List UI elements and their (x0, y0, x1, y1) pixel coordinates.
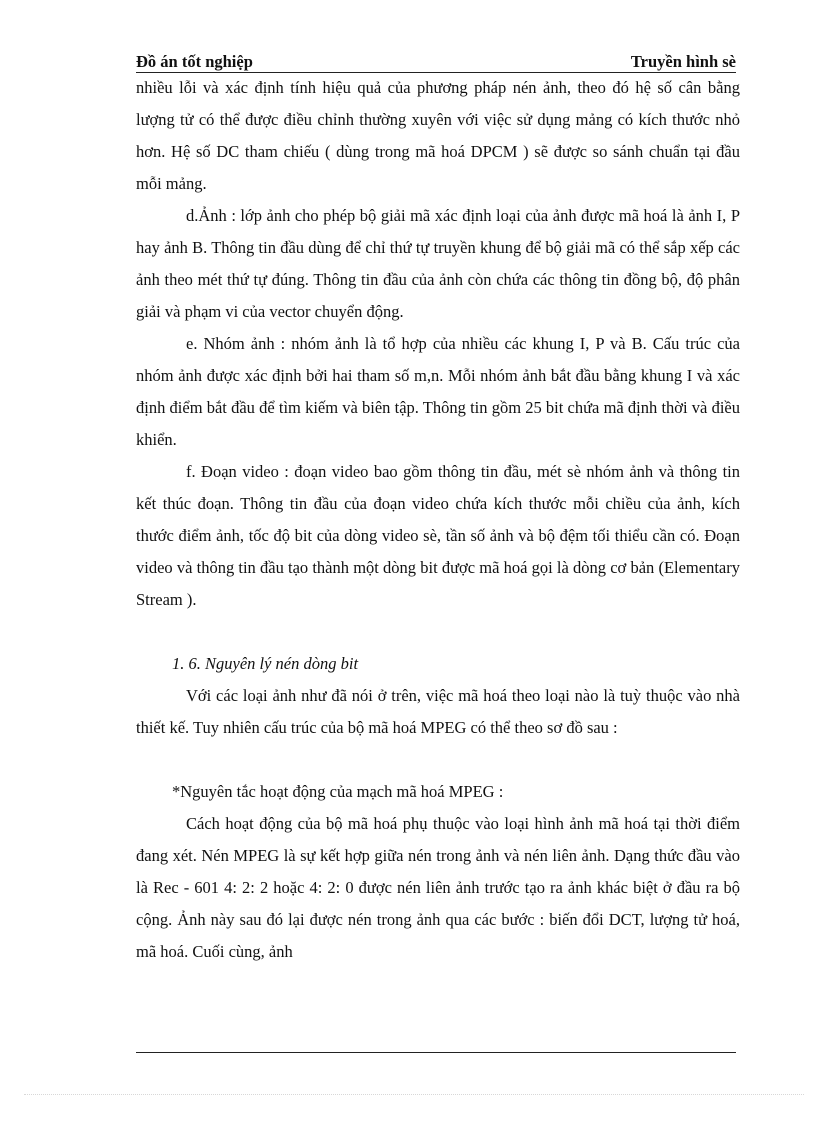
paragraph-video-sequence: f. Đoạn video : đoạn video bao gồm thông tin đầu, mét sè nhóm ảnh và thông tin kết thúc đoạn. Thông tin đầu của đoạn video chứa kích thước mỗi chiều của ảnh, kích thước điểm ảnh, tốc độ bit của dòng video sè, tần số ảnh và bộ đệm tối thiểu cần có. Đoạn video và thông tin đầu tạo thành một dòng bit được mã hoá gọi là dòng cơ bản (Elementary Stream ). (136, 462, 740, 609)
paragraph-group-of-pictures: e. Nhóm ảnh : nhóm ảnh là tổ hợp của nhiều các khung I, P và B. Cấu trúc của nhóm ảnh được xác định bởi hai tham số m,n. Mỗi nhóm ảnh bắt đầu bằng khung I và xác định điểm bắt đầu để tìm kiếm và biên tập. Thông tin gồm 25 bit chứa mã định thời và điều khiển. (136, 334, 740, 449)
paragraph-intro: Với các loại ảnh như đã nói ở trên, việc mã hoá theo loại nào là tuỳ thuộc vào nhà thiết kế. Tuy nhiên cấu trúc của bộ mã hoá MPEG có thể theo sơ đồ sau : (136, 686, 740, 737)
paragraph-principle-heading: *Nguyên tắc hoạt động của mạch mã hoá MPEG : (172, 782, 504, 801)
paragraph-principle-body: Cách hoạt động của bộ mã hoá phụ thuộc vào loại hình ảnh mã hoá tại thời điểm đang xét. Nén MPEG là sự kết hợp giữa nén trong ảnh và nén liên ảnh. Dạng thức đầu vào là Rec - 601 4: 2: 2 hoặc 4: 2: 0 được nén liên ảnh trước tạo ra ảnh khác biệt ở đầu ra bộ cộng. Ảnh này sau đó lại được nén trong ảnh qua các bước : biến đổi DCT, lượng tử hoá, mã hoá. Cuối cùng, ảnh (136, 814, 740, 961)
page-body (136, 72, 740, 968)
paragraph-continuation: nhiều lỗi và xác định tính hiệu quả của phương pháp nén ảnh, theo đó hệ số cân bằng lượng tử có thể được điều chỉnh thường xuyên với việc sử dụng mảng có kích thước nhỏ hơn. Hệ số DC tham chiếu ( dùng trong mã hoá DPCM ) sẽ được so sánh chuẩn tại đầu mỗi mảng. (136, 78, 740, 193)
paragraph-picture-layer: d.Ảnh : lớp ảnh cho phép bộ giải mã xác định loại của ảnh được mã hoá là ảnh I, P hay ảnh B. Thông tin đầu dùng để chỉ thứ tự truyền khung để bộ giải mã có thể sắp xếp các ảnh theo mét thứ tự đúng. Thông tin đầu của ảnh còn chứa các thông tin đồng bộ, độ phân giải và phạm vi của vector chuyển động. (136, 206, 740, 321)
page-edge-line (24, 1094, 804, 1095)
header-document-title: Truyền hình sè (630, 52, 736, 71)
footer-divider (136, 1052, 736, 1053)
section-heading: 1. 6. Nguyên lý nén dòng bit (172, 654, 359, 673)
page-header (136, 50, 736, 72)
header-document-type: Đồ án tốt nghiệp (136, 52, 253, 71)
